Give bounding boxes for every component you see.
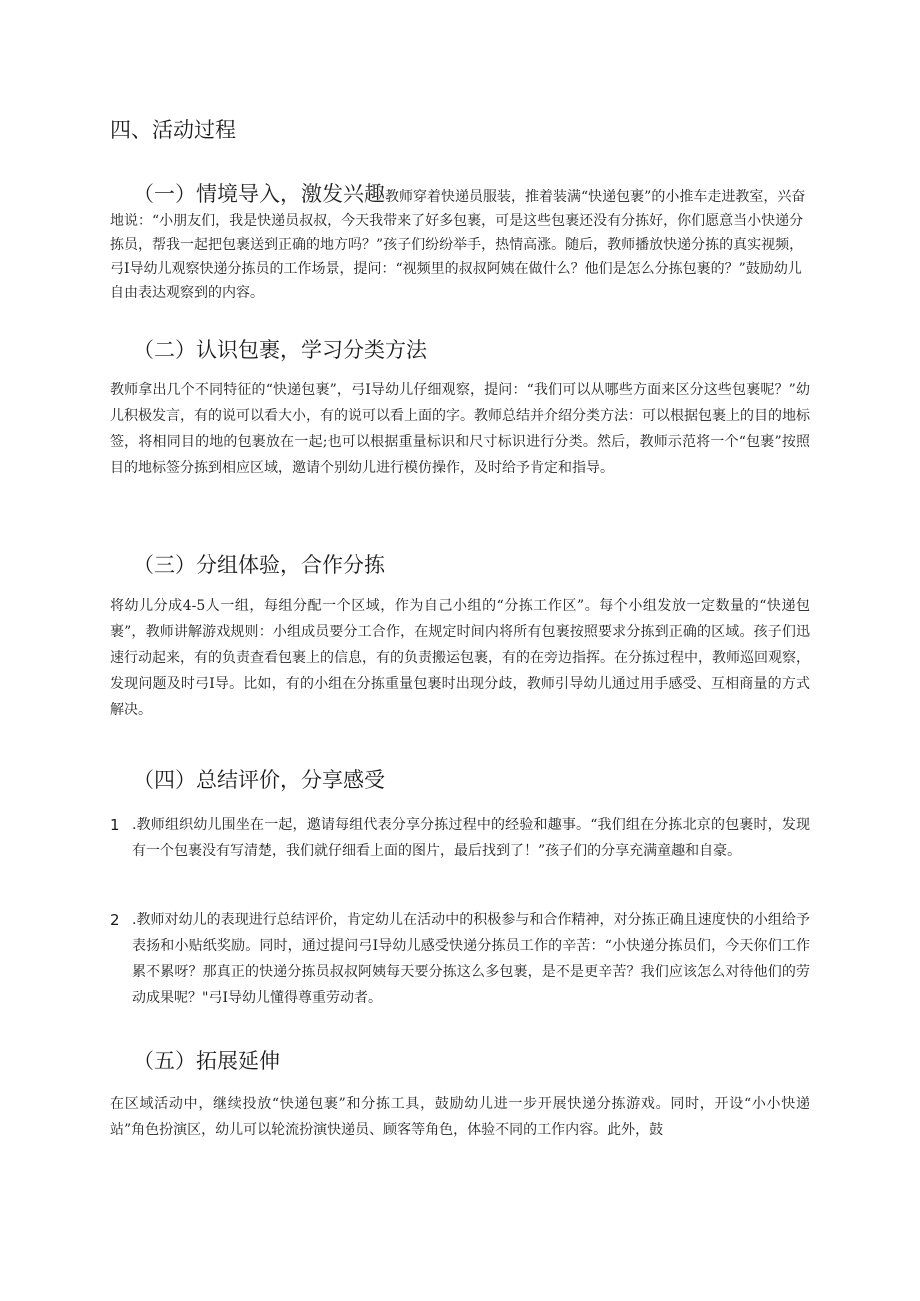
section-1-paragraph (110, 180, 810, 305)
list-item-text: .教师对幼儿的表现进行总结评价，肯定幼儿在活动中的积极参与和合作精神，对分拣正确且速度快的小组给予表扬和小贴纸奖励。同时，通过提问弓I导幼儿感受快递分拣员工作的辛苦：“小快递分拣员们，今天你们工作累不累呀？那真正的快递分拣员叔叔阿姨每天要分拣这么多包裹，是不是更辛苦？我们应该怎么对待他们的劳动成果呢？"弓I导幼儿懂得尊重劳动者。 (132, 912, 810, 1006)
section-3-text: 将幼儿分成4-5人一组，每组分配一个区域，作为自己小组的“分拣工作区”。每个小组发放一定数量的“快递包裹”，教师讲解游戏规则：小组成员要分工合作，在规定时间内将所有包裹按照要求分拣到正确的区域。孩子们迅速行动起来，有的负责查看包裹上的信息，有的负责搬运包裹，有的在旁边指挥。在分拣过程中，教师巡回观察，发现问题及时弓I导。比如，有的小组在分拣重量包裹时出现分歧，教师引导幼儿通过用手感受、互相商量的方式解决。 (110, 598, 810, 718)
list-item-text: .教师组织幼儿围坐在一起，邀请每组代表分享分拣过程中的经验和趣事。“我们组在分拣北京的包裹时，发现有一个包裹没有写清楚，我们就仔细看上面的图片，最后找到了！”孩子们的分享充满童趣和自豪。 (132, 817, 810, 859)
section-5-title: （五）拓展延伸 (133, 1049, 280, 1073)
section-3-title: （三）分组体验，合作分拣 (133, 553, 385, 577)
section-4-title: （四）总结评价，分享感受 (133, 768, 385, 792)
section-2-text: 教师拿出几个不同特征的“快递包裹”，弓I导幼儿仔细观察，提问：“我们可以从哪些方面来区分这些包裹呢？”幼儿积极发言，有的说可以看大小，有的说可以看上面的字。教师总结并介绍分类方法：可以根据包裹上的目的地标签，将相同目的地的包裹放在一起;也可以根据重量标识和尺寸标识进行分类。然后，教师示范将一个“包裹”按照目的地标签分拣到相应区域，邀请个别幼儿进行模仿操作，及时给予肯定和指导。 (110, 382, 810, 476)
section-1-text: 教师穿着快递员服装，推着装满“快递包裹”的小推车走进教室，兴奋地说：“小朋友们，我是快递员叔叔，今天我带来了好多包裹，可是这些包裹还没有分拣好，你们愿意当小快递分拣员，帮我一起把包裹送到正确的地方吗？”孩子们纷纷举手，热情高涨。随后，教师播放快递分拣的真实视频，弓I导幼儿观察快递分拣员的工作场景，提问：“视频里的叔叔阿姨在做什么？他们是怎么分拣包裹的？”鼓励幼儿自由表达观察到的内容。 (110, 189, 806, 301)
list-item-number: 1 (110, 816, 120, 834)
section-1-title: （一）情境导入，激发兴趣 (133, 182, 385, 206)
list-item-number: 2 (110, 911, 120, 929)
list-item (110, 812, 810, 864)
section-1 (110, 180, 810, 305)
page-heading: 四、活动过程 (110, 118, 236, 142)
section-2-title: （二）认识包裹，学习分类方法 (133, 338, 427, 362)
list-item (110, 907, 810, 1011)
section-5-text: 在区域活动中，继续投放“快递包裹”和分拣工具，鼓励幼儿进一步开展快递分拣游戏。同时，开设“小小快递站”角色扮演区，幼儿可以轮流扮演快递员、顾客等角色，体验不同的工作内容。此外，鼓 (110, 1096, 810, 1138)
